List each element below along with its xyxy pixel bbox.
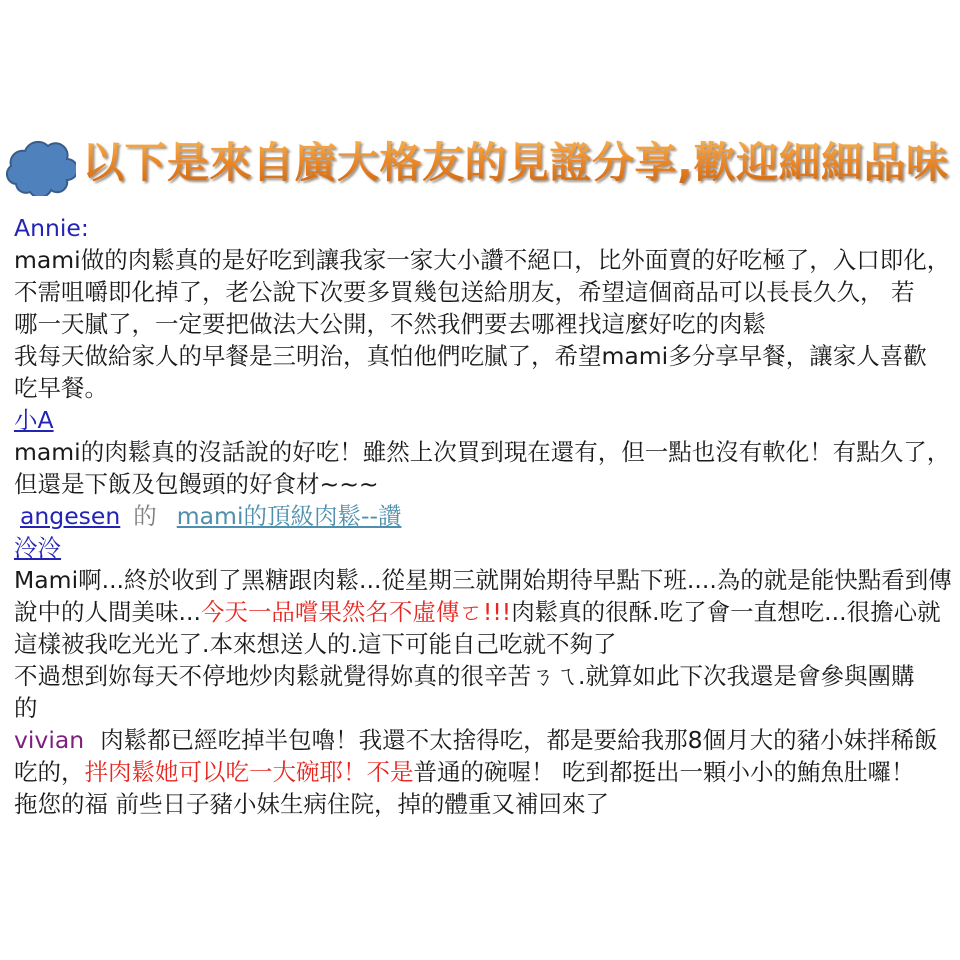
testimonial-line: 吃早餐。 [14, 374, 108, 402]
testimonial-line: mami的肉鬆真的沒話說的好吃！雖然上次買到現在還有，但一點也沒有軟化！有點久了， [14, 438, 951, 466]
line-text: 肉鬆都已經吃掉半包嚕！我還不太捨得吃，都是要給我那8個月大的豬小妹拌稀飯 [100, 726, 938, 754]
author-name: Annie: [14, 214, 89, 242]
testimonial-list [14, 212, 954, 820]
highlight-text: 拌肉鬆她可以吃一大碗耶！不是 [84, 758, 414, 786]
line-text: 說中的人間美味... [14, 598, 201, 626]
testimonial-line [14, 756, 954, 788]
source-connector: 的 [133, 502, 157, 530]
author-row [14, 404, 954, 436]
testimonial-line: 的 [14, 694, 38, 722]
author-row [14, 532, 954, 564]
testimonial-annie [14, 212, 954, 404]
testimonial-xiao-a [14, 404, 954, 532]
author-link[interactable]: 小A [14, 406, 54, 434]
line-text: 肉鬆真的很酥.吃了會一直想吃...很擔心就 [511, 598, 941, 626]
testimonial-line: mami做的肉鬆真的是好吃到讓我家一家大小讚不絕口，比外面賣的好吃極了，入口即化， [14, 246, 951, 274]
line-text: 普通的碗喔！ 吃到都挺出一顆小小的鮪魚肚囉！ [413, 758, 915, 786]
testimonial-line: Mami啊...終於收到了黑糖跟肉鬆...從星期三就開始期待早點下班....為的就是能快點看到傳 [14, 566, 952, 594]
testimonial-line: 這樣被我吃光光了.本來想送人的.這下可能自己吃就不夠了 [14, 630, 617, 658]
source-post-link[interactable]: mami的頂級肉鬆--讚 [176, 502, 402, 530]
testimonial-line [14, 596, 954, 628]
highlight-text: 今天一品嚐果然名不虛傳ㄛ!!! [200, 598, 512, 626]
testimonial-line: 但還是下飯及包饅頭的好食材~~~ [14, 470, 379, 498]
source-user-link[interactable]: angesen [20, 502, 121, 530]
line-text: 吃的， [14, 758, 85, 786]
testimonial-line: 不需咀嚼即化掉了，老公說下次要多買幾包送給朋友，希望這個商品可以長長久久， 若 [14, 278, 915, 306]
testimonial-lingling [14, 532, 954, 724]
testimonial-line [14, 724, 954, 756]
testimonial-line: 不過想到妳每天不停地炒肉鬆就覺得妳真的很辛苦ㄋㄟ.就算如此下次我還是會參與團購 [14, 662, 915, 690]
testimonial-line: 哪一天膩了，一定要把做法大公開，不然我們要去哪裡找這麼好吃的肉鬆 [14, 310, 766, 338]
cloud-icon [4, 138, 76, 196]
testimonial-vivian [14, 724, 954, 820]
source-row [14, 500, 954, 532]
page-title: 以下是來自廣大格友的見證分享,歡迎細細品味 [82, 134, 948, 192]
author-name: vivian [14, 726, 85, 754]
author-link[interactable]: 泠泠 [14, 534, 61, 562]
testimonial-line: 我每天做給家人的早餐是三明治，真怕他們吃膩了，希望mami多分享早餐，讓家人喜歡 [14, 342, 927, 370]
testimonial-line: 拖您的福 前些日子豬小妹生病住院，掉的體重又補回來了 [14, 790, 609, 818]
